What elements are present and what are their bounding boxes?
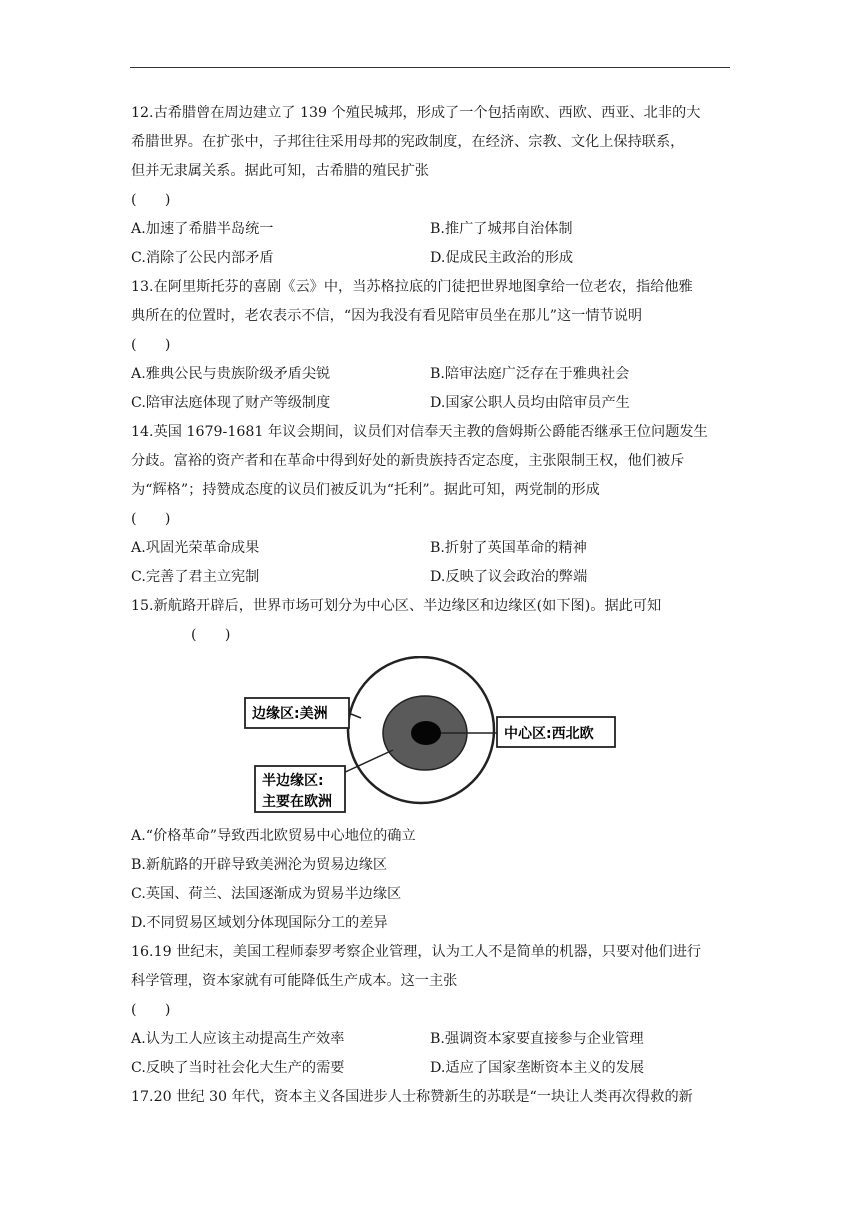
question-17	[131, 1083, 731, 1112]
question-text-line: 为“辉格”；持赞成态度的议员们被反讥为“托利”。据此可知，两党制的形成	[131, 482, 600, 498]
option-a: A.“价格革命”导致西北欧贸易中心地位的确立	[131, 828, 416, 844]
core-disc	[411, 721, 441, 745]
question-text-line: 14.英国 1679-1681 年议会期间，议员们对信奉天主教的詹姆斯公爵能否继承王位问题发生	[131, 424, 708, 440]
question-text-line: 15.新航路开辟后，世界市场可划分为中心区、半边缘区和边缘区(如下图)。据此可知	[131, 598, 662, 614]
semi-periphery-label-2: 主要在欧洲	[262, 794, 332, 810]
answer-bracket: ( )	[131, 192, 171, 208]
answer-bracket: ( )	[131, 337, 171, 353]
core-label: 中心区:西北欧	[504, 726, 594, 742]
question-text-line: 13.在阿里斯托芬的喜剧《云》中，当苏格拉底的门徒把世界地图拿给一位老农，指给他雅	[131, 279, 693, 295]
option-c: C.反映了当时社会化大生产的需要	[131, 1060, 345, 1076]
exam-content	[131, 99, 731, 1112]
question-13	[131, 273, 731, 418]
answer-bracket: ( )	[191, 627, 231, 643]
question-text-line: 16.19 世纪末，美国工程师泰罗考察企业管理，认为工人不是简单的机器，只要对他们进行	[131, 944, 702, 960]
periphery-label: 边缘区:美洲	[252, 706, 328, 722]
world-market-diagram-svg	[243, 656, 623, 816]
option-b: B.推广了城邦自治体制	[430, 221, 573, 237]
semi-periphery-label-1: 半边缘区:	[262, 773, 324, 789]
world-market-diagram	[131, 650, 731, 822]
question-16	[131, 938, 731, 1083]
question-text-line: 科学管理，资本家就有可能降低生产成本。这一主张	[131, 973, 458, 989]
question-14	[131, 418, 731, 592]
option-a: A.雅典公民与贵族阶级矛盾尖锐	[131, 366, 331, 382]
header-rule	[130, 67, 730, 68]
option-b: B.陪审法庭广泛存在于雅典社会	[430, 366, 630, 382]
question-15	[131, 592, 731, 938]
question-text-line: 分歧。富裕的资产者和在革命中得到好处的新贵族持否定态度，主张限制王权，他们被斥	[131, 453, 685, 469]
option-b: B.折射了英国革命的精神	[430, 540, 587, 556]
option-d: D.反映了议会政治的弊端	[430, 569, 588, 585]
question-text-line: 希腊世界。在扩张中，子邦往往采用母邦的宪政制度，在经济、宗教、文化上保持联系，	[131, 134, 685, 150]
option-d: D.国家公职人员均由陪审员产生	[430, 395, 630, 411]
options-row	[131, 215, 731, 244]
option-c: C.陪审法庭体现了财产等级制度	[131, 395, 331, 411]
question-text-line: 17.20 世纪 30 年代，资本主义各国进步人士称赞新生的苏联是“一块让人类再次得救的新	[131, 1089, 693, 1105]
question-text-line: 但并无隶属关系。据此可知，古希腊的殖民扩张	[131, 163, 429, 179]
option-d: D.促成民主政治的形成	[430, 250, 574, 266]
option-b: B.新航路的开辟导致美洲沦为贸易边缘区	[131, 857, 388, 873]
question-12	[131, 99, 731, 273]
options-row	[131, 563, 731, 592]
options-row	[131, 244, 731, 273]
option-b: B.强调资本家要直接参与企业管理	[430, 1031, 644, 1047]
question-text-line: 典所在的位置时，老农表示不信，“因为我没有看见陪审员坐在那儿”这一情节说明	[131, 308, 643, 324]
option-c: C.消除了公民内部矛盾	[131, 250, 274, 266]
options-row	[131, 534, 731, 563]
question-text-line: 12.古希腊曾在周边建立了 139 个殖民城邦，形成了一个包括南欧、西欧、西亚、北非的大	[131, 105, 701, 121]
option-d: D.适应了国家垄断资本主义的发展	[430, 1060, 645, 1076]
options-row	[131, 1054, 731, 1083]
options-row	[131, 1025, 731, 1054]
answer-bracket: ( )	[131, 511, 171, 527]
option-a: A.加速了希腊半岛统一	[131, 221, 274, 237]
option-c: C.完善了君主立宪制	[131, 569, 260, 585]
option-d: D.不同贸易区域划分体现国际分工的差异	[131, 915, 388, 931]
option-a: A.巩固光荣革命成果	[131, 540, 260, 556]
options-row	[131, 360, 731, 389]
answer-bracket: ( )	[131, 1002, 171, 1018]
options-row	[131, 389, 731, 418]
option-a: A.认为工人应该主动提高生产效率	[131, 1031, 345, 1047]
option-c: C.英国、荷兰、法国逐渐成为贸易半边缘区	[131, 886, 402, 902]
